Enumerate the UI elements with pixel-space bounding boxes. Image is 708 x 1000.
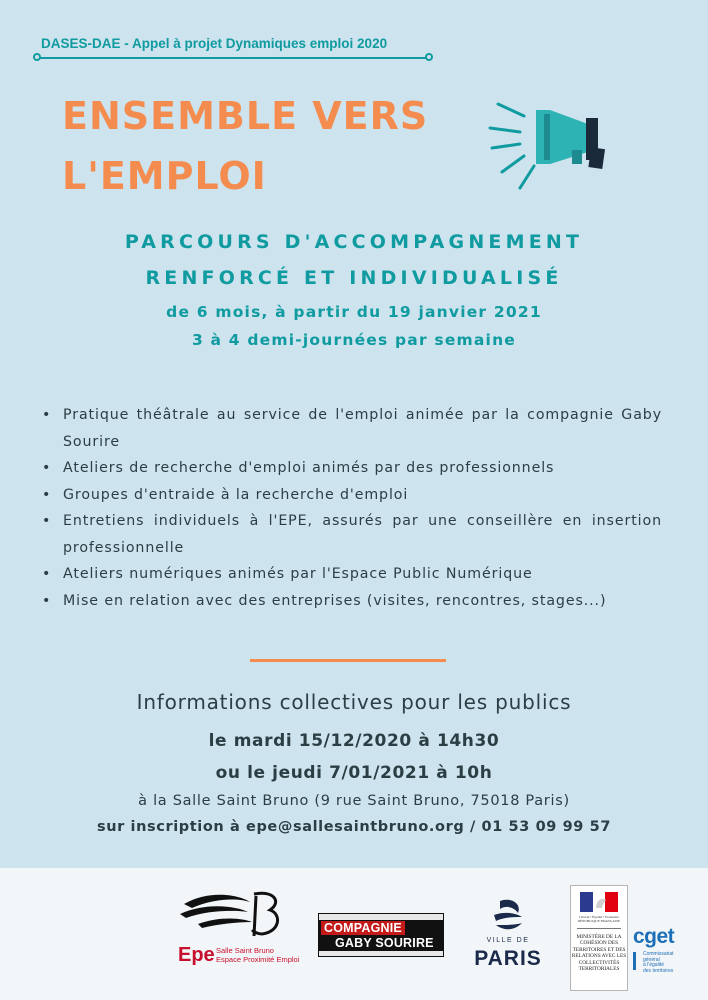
gaby-logo-line1: COMPAGNIE — [321, 921, 405, 935]
cget-logo-word: cget — [633, 925, 675, 948]
cget-logo-subtitle — [643, 952, 674, 974]
list-item: • Groupes d'entraide à la recherche d'emploi — [42, 482, 662, 509]
header-tag-dot-left — [33, 53, 41, 61]
list-item: • Mise en relation avec des entreprises (visites, rencontres, stages...) — [42, 588, 662, 615]
main-title-line2: L'EMPLOI — [62, 154, 267, 198]
subtitle-duration: de 6 mois, à partir du 19 janvier 2021 — [166, 303, 542, 321]
rf-logo-text — [571, 915, 627, 923]
section-divider — [250, 659, 446, 662]
partner-logos-footer — [0, 868, 708, 1000]
header-tag — [33, 36, 433, 66]
ville-de-paris-logo — [470, 893, 546, 973]
info-date2: ou le jeudi 7/01/2021 à 10h — [215, 763, 493, 783]
list-item: • Pratique théâtrale au service de l'emploi animée par la compagnie Gaby Sourire — [42, 402, 662, 455]
cget-logo-line1: Commissariat — [643, 951, 674, 957]
cget-logo-bar — [633, 952, 636, 970]
info-location: à la Salle Saint Bruno (9 rue Saint Bruno, 75018 Paris) — [138, 793, 570, 809]
list-item: • Ateliers de recherche d'emploi animés par des professionnels — [42, 455, 662, 482]
paris-logo-line2: PARIS — [474, 947, 542, 970]
paris-ship-icon — [488, 895, 528, 935]
info-heading: Informations collectives pour les publics — [136, 690, 572, 714]
subtitle-line1: PARCOURS D'ACCOMPAGNEMENT — [124, 231, 584, 253]
rf-logo-republic: RÉPUBLIQUE FRANÇAISE — [577, 919, 621, 923]
rf-logo-motto: Liberté • Égalité • Fraternité — [579, 915, 619, 919]
marianne-flag-icon — [580, 892, 618, 912]
info-date1: le mardi 15/12/2020 à 14h30 — [208, 731, 500, 751]
gaby-logo-strip-bottom — [319, 951, 443, 956]
rf-logo-divider — [577, 928, 621, 929]
epe-logo-line1: Salle Saint Bruno — [216, 946, 274, 955]
cget-logo-line2: général — [643, 956, 660, 963]
megaphone-icon — [488, 96, 628, 196]
epe-swoosh-icon — [178, 888, 288, 944]
gaby-logo-strip-top — [319, 914, 443, 920]
cget-logo — [633, 925, 693, 975]
gaby-sourire-logo — [318, 913, 444, 957]
cget-logo-line3: à l'égalité — [643, 962, 664, 969]
rf-logo-ministry: MINISTÈRE DE LA COHÉSION DES TERRITOIRES ET DES RELATIONS AVEC LES COLLECTIVITÉS TERRITORIALES — [571, 934, 627, 973]
main-title-line1: ENSEMBLE VERS — [62, 94, 429, 138]
header-tag-line — [37, 57, 429, 59]
header-tag-text: DASES-DAE - Appel à projet Dynamiques emploi 2020 — [41, 36, 388, 51]
gaby-logo-line2: GABY SOURIRE — [335, 936, 434, 950]
list-item: • Entretiens individuels à l'EPE, assurés par une conseillère en insertion professionnelle — [42, 508, 662, 561]
epe-logo-text: Epe — [178, 944, 215, 966]
list-item: • Ateliers numériques animés par l'Espace Public Numérique — [42, 561, 662, 588]
republique-francaise-logo — [570, 885, 628, 991]
cget-logo-line4: des territoires — [643, 967, 674, 974]
main-title — [62, 86, 428, 206]
epe-logo-line2: Espace Proximité Emploi — [216, 955, 300, 964]
activities-list — [42, 402, 662, 614]
epe-logo-subtitle — [216, 946, 299, 964]
subtitle-schedule: 3 à 4 demi-journées par semaine — [191, 331, 517, 349]
header-tag-dot-right — [425, 53, 433, 61]
paris-logo-line1: VILLE DE — [486, 937, 530, 944]
epe-logo — [178, 888, 300, 972]
subtitle-line2: RENFORCÉ ET INDIVIDUALISÉ — [145, 267, 563, 289]
info-contact[interactable]: sur inscription à epe@sallesaintbruno.org / 01 53 09 99 57 — [96, 819, 612, 835]
